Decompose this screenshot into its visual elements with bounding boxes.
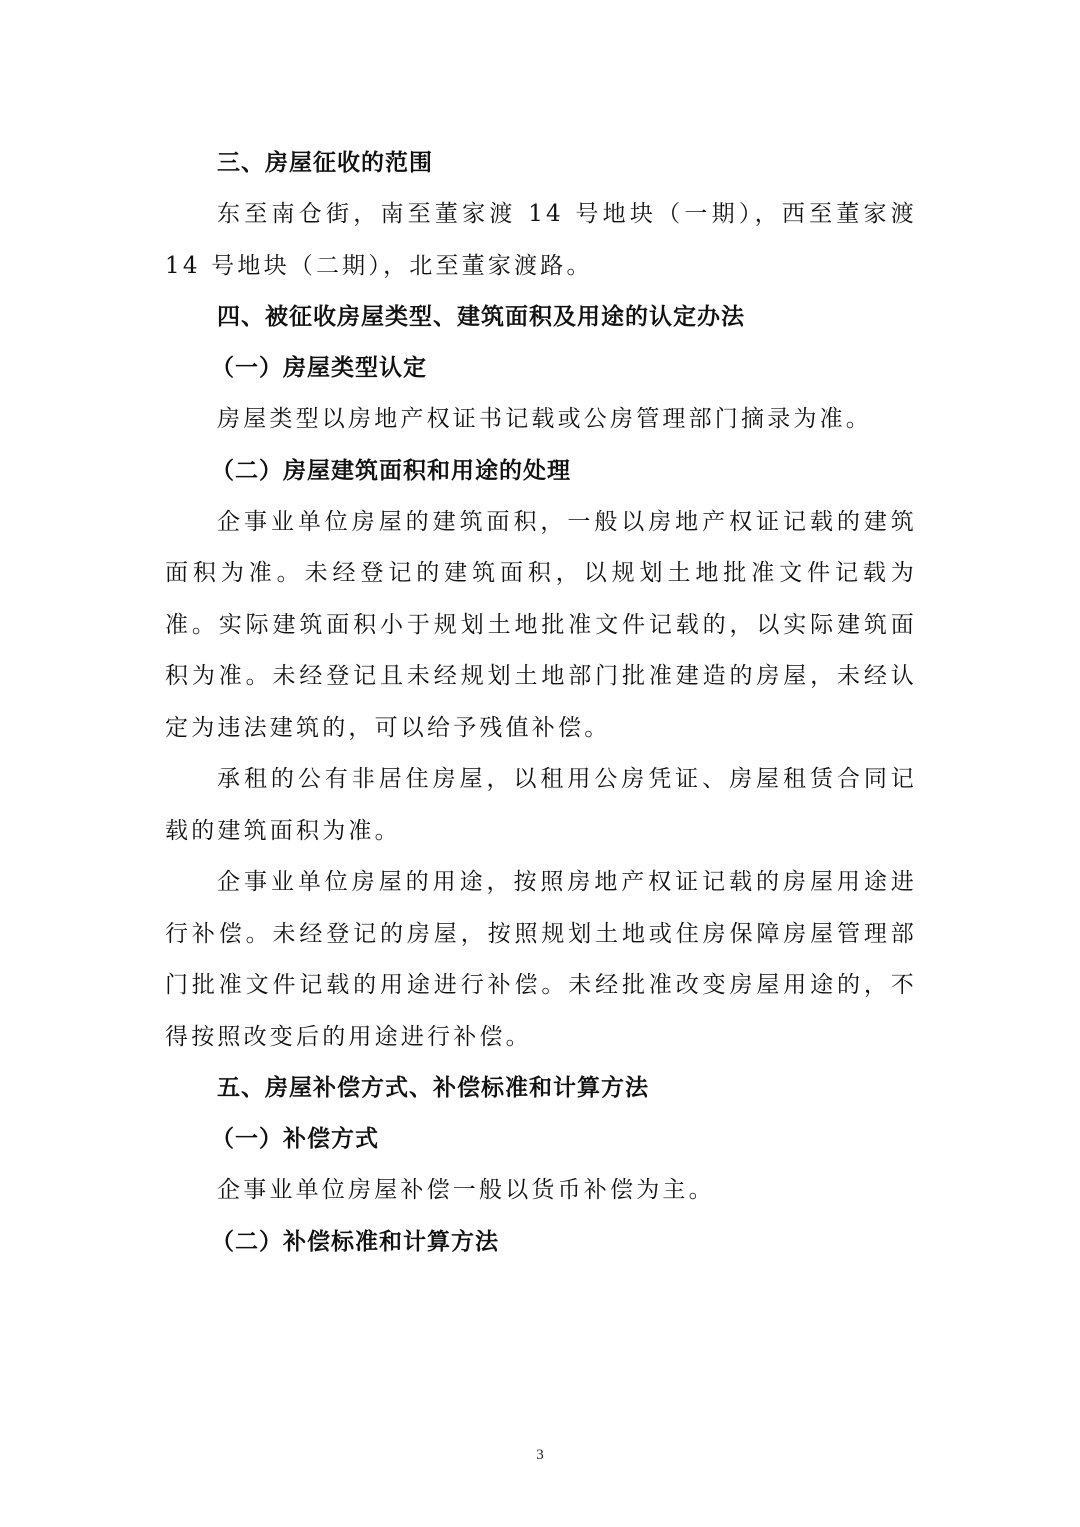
section-3-paragraph: 东至南仓街，南至董家渡 14 号地块（一期），西至董家渡 14 号地块（二期），北至董家渡路。: [165, 201, 917, 279]
section-5-heading: 五、房屋补偿方式、补偿标准和计算方法: [217, 1075, 649, 1101]
section-4-heading: 四、被征收房屋类型、建筑面积及用途的认定办法: [217, 304, 745, 330]
section-5-paragraph-1: 企事业单位房屋补偿一般以货币补偿为主。: [217, 1177, 715, 1203]
section-4-paragraph-2: 企事业单位房屋的建筑面积，一般以房地产权证记载的建筑面积为准。未经登记的建筑面积，以规划土地批准文件记载为准。实际建筑面积小于规划土地批准文件记载的，以实际建筑面积为准。未经登记且未经规划土地部门批准建造的房屋，未经认定为违法建筑的，可以给予残值补偿。: [165, 508, 917, 741]
section-4-paragraph-3: 承租的公有非居住房屋，以租用公房凭证、房屋租赁合同记载的建筑面积为准。: [165, 766, 917, 844]
section-4-subheading-1: （一）房屋类型认定: [211, 355, 427, 381]
section-4-subheading-2: （二）房屋建筑面积和用途的处理: [211, 457, 571, 484]
section-3-heading: 三、房屋征收的范围: [217, 150, 433, 176]
section-4-paragraph-4: 企事业单位房屋的用途，按照房地产权证记载的房屋用途进行补偿。未经登记的房屋，按照规划土地或住房保障房屋管理部门批准文件记载的用途进行补偿。未经批准改变房屋用途的，不得按照改变后的用途进行补偿。: [165, 869, 917, 1050]
page-number: 3: [536, 1447, 544, 1463]
section-5-subheading-1: （一）补偿方式: [211, 1126, 379, 1152]
section-5-subheading-2: （二）补偿标准和计算方法: [211, 1228, 499, 1255]
document-body: [165, 138, 917, 1268]
section-4-paragraph-1: 房屋类型以房地产权证书记载或公房管理部门摘录为准。: [217, 406, 872, 432]
